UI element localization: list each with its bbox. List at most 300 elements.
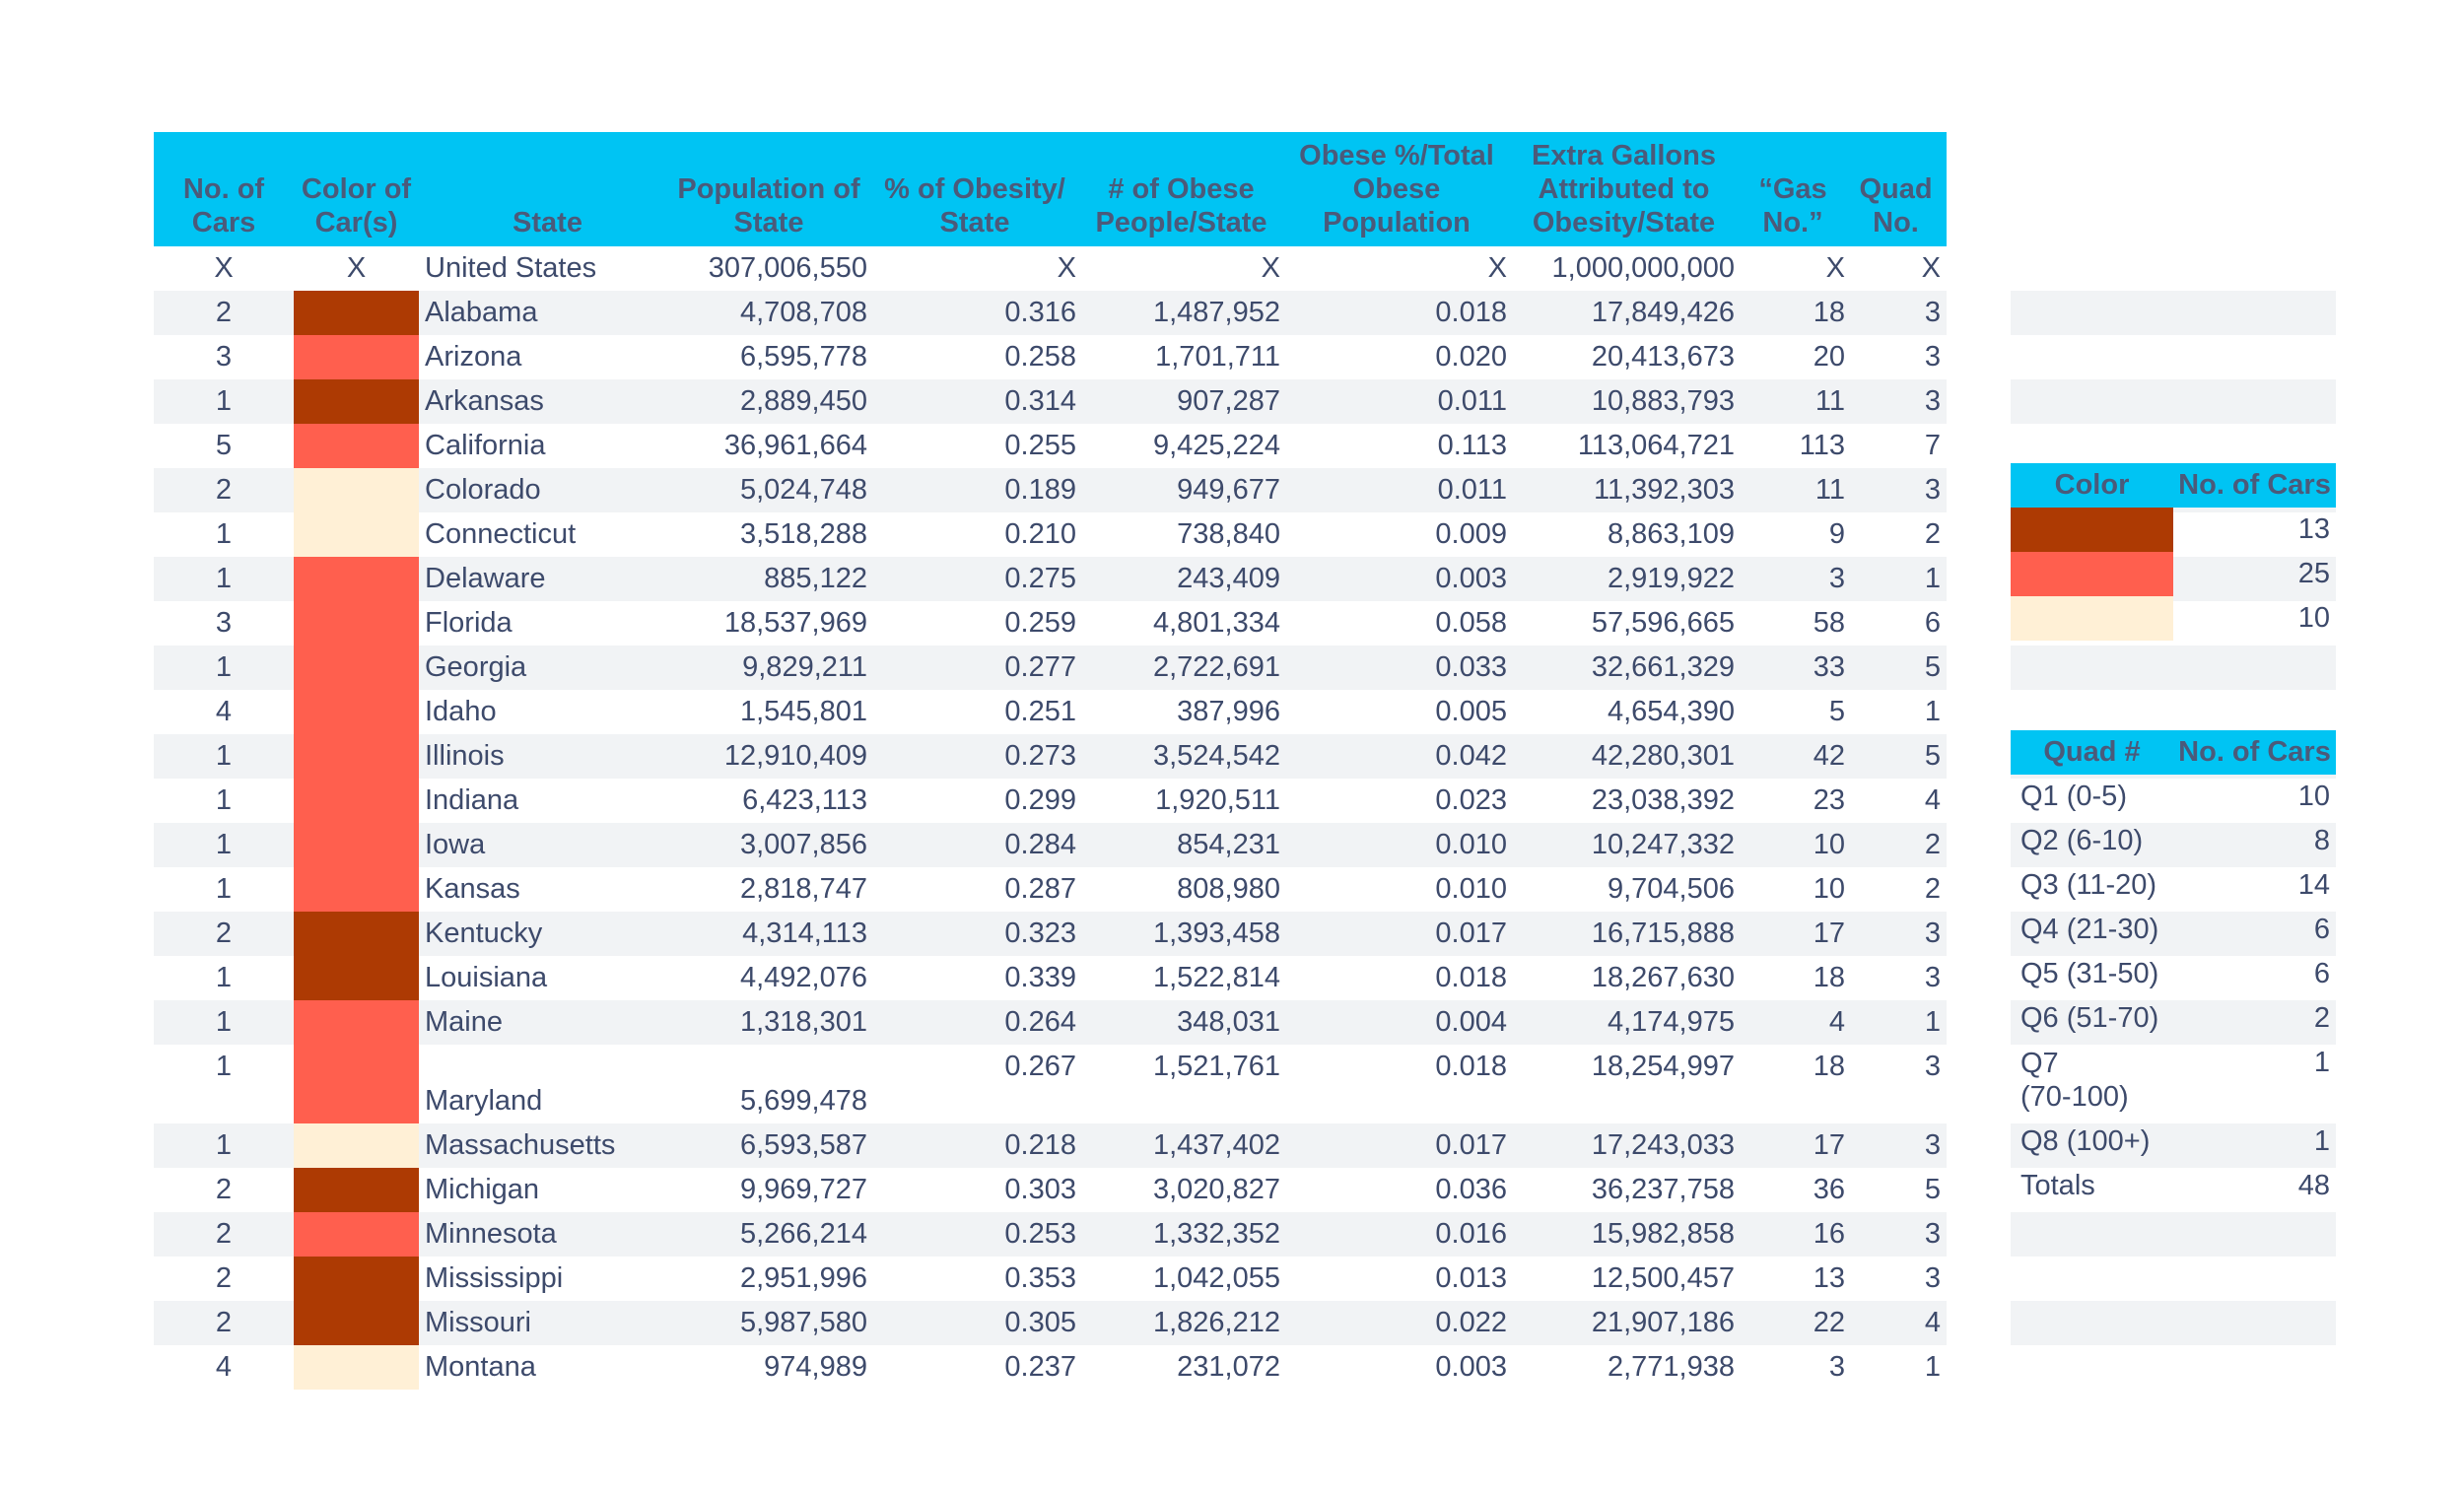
obese-share-cell: 0.020 bbox=[1435, 341, 1507, 373]
state-cell: Kansas bbox=[425, 873, 520, 905]
header-obese-people: # of Obese People/State bbox=[1095, 173, 1267, 238]
obese-people-cell: 1,521,761 bbox=[1152, 1051, 1280, 1082]
header-population: Population of State bbox=[677, 173, 860, 238]
state-cell: Alabama bbox=[425, 297, 538, 328]
state-cell: Indiana bbox=[425, 784, 519, 816]
obese-share-cell: 0.017 bbox=[1435, 918, 1507, 949]
quad-label: Q7 (70-100) bbox=[2020, 1048, 2129, 1113]
population-cell: 5,987,580 bbox=[739, 1307, 867, 1338]
color-swatch bbox=[2011, 552, 2173, 596]
population-cell: 12,910,409 bbox=[723, 740, 867, 772]
quad-count: 14 bbox=[2297, 869, 2330, 901]
quad-no-cell: 3 bbox=[1924, 341, 1941, 373]
extra-gallons-cell: 2,771,938 bbox=[1607, 1351, 1735, 1383]
population-cell: 6,423,113 bbox=[742, 784, 867, 816]
color-swatch bbox=[294, 1045, 419, 1123]
table-row bbox=[154, 379, 1947, 424]
color-swatch bbox=[294, 424, 419, 468]
population-cell: 1,318,301 bbox=[739, 1006, 867, 1038]
quad-count: 48 bbox=[2297, 1170, 2330, 1201]
pct-obesity-cell: 0.267 bbox=[1004, 1051, 1076, 1082]
population-cell: 1,545,801 bbox=[739, 696, 867, 727]
population-cell: 5,024,748 bbox=[739, 474, 867, 506]
extra-gallons-cell: 57,596,665 bbox=[1591, 607, 1735, 639]
state-cell: Missouri bbox=[425, 1307, 531, 1338]
obese-share-cell: 0.022 bbox=[1435, 1307, 1507, 1338]
gas-no-cell: 33 bbox=[1813, 651, 1845, 683]
state-cell: Minnesota bbox=[425, 1218, 557, 1250]
population-cell: 9,969,727 bbox=[739, 1174, 867, 1205]
obese-people-cell: 949,677 bbox=[1177, 474, 1280, 506]
obese-people-cell: X bbox=[1261, 252, 1280, 284]
obese-share-cell: 0.011 bbox=[1437, 474, 1507, 506]
quad-label: Q5 (31-50) bbox=[2020, 958, 2159, 989]
population-cell: 2,889,450 bbox=[739, 385, 867, 417]
extra-gallons-cell: 23,038,392 bbox=[1591, 784, 1735, 816]
pct-obesity-cell: 0.275 bbox=[1004, 563, 1076, 594]
obese-people-cell: 907,287 bbox=[1177, 385, 1280, 417]
state-cell: Arkansas bbox=[425, 385, 544, 417]
quad-label: Q6 (51-70) bbox=[2020, 1002, 2159, 1034]
cars-cell: 1 bbox=[215, 740, 233, 772]
extra-gallons-cell: 4,654,390 bbox=[1607, 696, 1735, 727]
header-quad: Quad # bbox=[2043, 736, 2141, 768]
quad-count: 1 bbox=[2313, 1047, 2330, 1078]
quad-no-cell: 2 bbox=[1924, 873, 1941, 905]
state-cell: Michigan bbox=[425, 1174, 540, 1205]
color-summary-row bbox=[2011, 552, 2336, 596]
state-cell: Idaho bbox=[425, 696, 497, 727]
obese-share-cell: 0.009 bbox=[1435, 518, 1507, 550]
table-row bbox=[154, 335, 1947, 379]
quad-no-cell: 3 bbox=[1924, 297, 1941, 328]
obese-people-cell: 3,524,542 bbox=[1152, 740, 1280, 772]
cars-cell: 1 bbox=[215, 563, 233, 594]
obese-people-cell: 854,231 bbox=[1177, 829, 1280, 860]
obese-share-cell: 0.011 bbox=[1437, 385, 1507, 417]
table-row bbox=[154, 424, 1947, 468]
table-row bbox=[154, 1212, 1947, 1257]
gas-no-cell: 18 bbox=[1813, 962, 1845, 993]
color-swatch bbox=[294, 601, 419, 646]
pct-obesity-cell: 0.277 bbox=[1004, 651, 1076, 683]
obese-share-cell: 0.005 bbox=[1435, 696, 1507, 727]
color-count: 25 bbox=[2297, 558, 2330, 589]
quad-count: 2 bbox=[2313, 1002, 2330, 1034]
side-zebra-strip bbox=[2011, 1301, 2336, 1345]
quad-no-cell: 3 bbox=[1924, 1051, 1941, 1082]
extra-gallons-cell: 10,883,793 bbox=[1591, 385, 1735, 417]
state-cell: Delaware bbox=[425, 563, 546, 594]
obese-people-cell: 1,332,352 bbox=[1152, 1218, 1280, 1250]
state-cell: Kentucky bbox=[425, 918, 543, 949]
state-cell: Maine bbox=[425, 1006, 503, 1038]
gas-no-cell: 11 bbox=[1814, 474, 1845, 506]
quad-no-cell: 3 bbox=[1924, 474, 1941, 506]
side-zebra-strip bbox=[2011, 646, 2336, 690]
color-swatch bbox=[294, 690, 419, 734]
quad-summary-row bbox=[2011, 952, 2336, 996]
extra-gallons-cell: 32,661,329 bbox=[1591, 651, 1735, 683]
header-no-of-cars: No. of Cars bbox=[182, 173, 265, 238]
extra-gallons-cell: 21,907,186 bbox=[1591, 1307, 1735, 1338]
extra-gallons-cell: 15,982,858 bbox=[1591, 1218, 1735, 1250]
gas-no-cell: 22 bbox=[1813, 1307, 1845, 1338]
cars-cell: 2 bbox=[215, 1218, 233, 1250]
header-color: Color bbox=[2054, 469, 2130, 501]
quad-summary-row bbox=[2011, 908, 2336, 952]
main-table bbox=[154, 132, 1947, 1390]
color-swatch bbox=[294, 823, 419, 867]
color-swatch bbox=[294, 291, 419, 335]
side-zebra-strip bbox=[2011, 379, 2336, 424]
extra-gallons-cell: 20,413,673 bbox=[1591, 341, 1735, 373]
obese-people-cell: 1,042,055 bbox=[1152, 1262, 1280, 1294]
population-cell: 18,537,969 bbox=[723, 607, 867, 639]
color-swatch bbox=[294, 867, 419, 912]
obese-people-cell: 231,072 bbox=[1177, 1351, 1280, 1383]
color-swatch bbox=[294, 646, 419, 690]
obese-share-cell: 0.023 bbox=[1435, 784, 1507, 816]
obese-share-cell: 0.003 bbox=[1435, 1351, 1507, 1383]
population-cell: 4,708,708 bbox=[739, 297, 867, 328]
gas-no-cell: 11 bbox=[1814, 385, 1845, 417]
gas-no-cell: 113 bbox=[1799, 430, 1845, 461]
gas-no-cell: 4 bbox=[1828, 1006, 1845, 1038]
state-cell: Florida bbox=[425, 607, 513, 639]
quad-no-cell: 5 bbox=[1924, 740, 1941, 772]
obese-people-cell: 1,437,402 bbox=[1152, 1129, 1280, 1161]
population-cell: 2,818,747 bbox=[739, 873, 867, 905]
population-cell: 4,314,113 bbox=[742, 918, 867, 949]
obese-share-cell: 0.058 bbox=[1435, 607, 1507, 639]
color-swatch bbox=[294, 1000, 419, 1045]
state-cell: United States bbox=[425, 252, 597, 284]
color-swatch bbox=[2011, 508, 2173, 552]
obese-people-cell: 4,801,334 bbox=[1152, 607, 1280, 639]
table-row bbox=[154, 956, 1947, 1000]
table-row bbox=[154, 646, 1947, 690]
obese-share-cell: 0.017 bbox=[1435, 1129, 1507, 1161]
obese-people-cell: 1,826,212 bbox=[1152, 1307, 1280, 1338]
quad-no-cell: 5 bbox=[1924, 651, 1941, 683]
quad-no-cell: 4 bbox=[1924, 1307, 1941, 1338]
header-pct-obesity: % of Obesity/ State bbox=[884, 173, 1065, 238]
main-table-body bbox=[154, 246, 1947, 1390]
quad-no-cell: 1 bbox=[1924, 1006, 1941, 1038]
quad-summary-row bbox=[2011, 1120, 2336, 1164]
quad-summary-row bbox=[2011, 996, 2336, 1041]
table-row bbox=[154, 1257, 1947, 1301]
pct-obesity-cell: 0.339 bbox=[1004, 962, 1076, 993]
extra-gallons-cell: 4,174,975 bbox=[1607, 1006, 1735, 1038]
pct-obesity-cell: 0.284 bbox=[1004, 829, 1076, 860]
gas-no-cell: 10 bbox=[1813, 829, 1845, 860]
obese-share-cell: 0.036 bbox=[1435, 1174, 1507, 1205]
obese-share-cell: 0.016 bbox=[1435, 1218, 1507, 1250]
gas-no-cell: 18 bbox=[1813, 297, 1845, 328]
quad-label: Totals bbox=[2020, 1170, 2095, 1201]
cars-cell: 2 bbox=[215, 297, 233, 328]
population-cell: 36,961,664 bbox=[723, 430, 867, 461]
pct-obesity-cell: 0.303 bbox=[1004, 1174, 1076, 1205]
quad-no-cell: 1 bbox=[1924, 696, 1941, 727]
obese-share-cell: 0.042 bbox=[1435, 740, 1507, 772]
quad-summary-table bbox=[2011, 730, 2336, 1208]
quad-summary-body bbox=[2011, 775, 2336, 1208]
quad-no-cell: 3 bbox=[1924, 962, 1941, 993]
quad-summary-row bbox=[2011, 1164, 2336, 1208]
table-row bbox=[154, 1000, 1947, 1045]
quad-count: 8 bbox=[2313, 825, 2330, 856]
gas-no-cell: 23 bbox=[1813, 784, 1845, 816]
obese-people-cell: 243,409 bbox=[1177, 563, 1280, 594]
state-cell: California bbox=[425, 430, 546, 461]
pct-obesity-cell: 0.299 bbox=[1004, 784, 1076, 816]
quad-no-cell: 5 bbox=[1924, 1174, 1941, 1205]
table-row bbox=[154, 690, 1947, 734]
quad-label: Q4 (21-30) bbox=[2020, 914, 2159, 945]
state-cell: Colorado bbox=[425, 474, 541, 506]
population-cell: 6,595,778 bbox=[739, 341, 867, 373]
state-cell: Mississippi bbox=[425, 1262, 564, 1294]
header-quad-no: Quad No. bbox=[1859, 173, 1933, 238]
pct-obesity-cell: 0.189 bbox=[1004, 474, 1076, 506]
cars-cell: 5 bbox=[215, 430, 233, 461]
color-swatch: X bbox=[346, 252, 367, 284]
population-cell: 3,518,288 bbox=[739, 518, 867, 550]
gas-no-cell: 13 bbox=[1813, 1262, 1845, 1294]
quad-count: 6 bbox=[2313, 958, 2330, 989]
obese-share-cell: 0.010 bbox=[1435, 829, 1507, 860]
color-swatch bbox=[294, 956, 419, 1000]
table-row bbox=[154, 468, 1947, 512]
pct-obesity-cell: 0.287 bbox=[1004, 873, 1076, 905]
population-cell: 3,007,856 bbox=[739, 829, 867, 860]
quad-count: 1 bbox=[2313, 1125, 2330, 1157]
header-extra-gallons: Extra Gallons Attributed to Obesity/State bbox=[1532, 140, 1716, 238]
obese-people-cell: 1,522,814 bbox=[1152, 962, 1280, 993]
table-row bbox=[154, 912, 1947, 956]
extra-gallons-cell: 11,392,303 bbox=[1594, 474, 1735, 506]
obese-people-cell: 387,996 bbox=[1177, 696, 1280, 727]
quad-label: Q8 (100+) bbox=[2020, 1125, 2151, 1157]
extra-gallons-cell: 2,919,922 bbox=[1607, 563, 1735, 594]
quad-no-cell: 3 bbox=[1924, 385, 1941, 417]
obese-people-cell: 9,425,224 bbox=[1152, 430, 1280, 461]
obese-share-cell: 0.004 bbox=[1435, 1006, 1507, 1038]
population-cell: 885,122 bbox=[764, 563, 867, 594]
color-swatch bbox=[294, 335, 419, 379]
extra-gallons-cell: 36,237,758 bbox=[1591, 1174, 1735, 1205]
color-swatch bbox=[294, 557, 419, 601]
gas-no-cell: X bbox=[1825, 252, 1845, 284]
pct-obesity-cell: 0.255 bbox=[1004, 430, 1076, 461]
table-row bbox=[154, 823, 1947, 867]
extra-gallons-cell: 18,267,630 bbox=[1591, 962, 1735, 993]
gas-no-cell: 17 bbox=[1813, 918, 1845, 949]
color-swatch bbox=[294, 379, 419, 424]
gas-no-cell: 9 bbox=[1828, 518, 1845, 550]
pct-obesity-cell: 0.264 bbox=[1004, 1006, 1076, 1038]
cars-cell: 2 bbox=[215, 474, 233, 506]
table-row bbox=[154, 557, 1947, 601]
population-cell: 974,989 bbox=[764, 1351, 867, 1383]
state-cell: Louisiana bbox=[425, 962, 548, 993]
color-swatch bbox=[294, 1123, 419, 1168]
state-cell: Montana bbox=[425, 1351, 536, 1383]
extra-gallons-cell: 1,000,000,000 bbox=[1551, 252, 1735, 284]
quad-no-cell: 3 bbox=[1924, 918, 1941, 949]
extra-gallons-cell: 16,715,888 bbox=[1591, 918, 1735, 949]
table-row bbox=[154, 734, 1947, 779]
state-cell: Iowa bbox=[425, 829, 486, 860]
pct-obesity-cell: 0.323 bbox=[1004, 918, 1076, 949]
cars-cell: 1 bbox=[215, 829, 233, 860]
quad-no-cell: 1 bbox=[1924, 1351, 1941, 1383]
side-zebra-strip bbox=[2011, 291, 2336, 335]
color-swatch bbox=[294, 1301, 419, 1345]
pct-obesity-cell: 0.210 bbox=[1004, 518, 1076, 550]
color-swatch bbox=[294, 1168, 419, 1212]
state-cell: Massachusetts bbox=[425, 1129, 616, 1161]
quad-no-cell: 3 bbox=[1924, 1262, 1941, 1294]
population-cell: 5,699,478 bbox=[739, 1085, 867, 1117]
population-cell: 4,492,076 bbox=[739, 962, 867, 993]
pct-obesity-cell: 0.273 bbox=[1004, 740, 1076, 772]
gas-no-cell: 3 bbox=[1828, 563, 1845, 594]
cars-cell: 1 bbox=[215, 385, 233, 417]
pct-obesity-cell: 0.237 bbox=[1004, 1351, 1076, 1383]
cars-cell: 1 bbox=[215, 962, 233, 993]
extra-gallons-cell: 18,254,997 bbox=[1591, 1051, 1735, 1082]
color-swatch bbox=[294, 1345, 419, 1390]
quad-no-cell: 6 bbox=[1924, 607, 1941, 639]
extra-gallons-cell: 12,500,457 bbox=[1591, 1262, 1735, 1294]
cars-cell: 1 bbox=[215, 1051, 233, 1082]
color-swatch bbox=[294, 779, 419, 823]
table-row bbox=[154, 1123, 1947, 1168]
quad-summary-row bbox=[2011, 819, 2336, 863]
cars-cell: 1 bbox=[215, 518, 233, 550]
quad-summary-row bbox=[2011, 863, 2336, 908]
pct-obesity-cell: 0.314 bbox=[1004, 385, 1076, 417]
extra-gallons-cell: 10,247,332 bbox=[1591, 829, 1735, 860]
color-summary-row bbox=[2011, 508, 2336, 552]
obese-people-cell: 738,840 bbox=[1177, 518, 1280, 550]
cars-cell: 1 bbox=[215, 784, 233, 816]
gas-no-cell: 36 bbox=[1813, 1174, 1845, 1205]
table-row bbox=[154, 779, 1947, 823]
obese-share-cell: 0.013 bbox=[1435, 1262, 1507, 1294]
cars-cell: X bbox=[214, 252, 234, 284]
extra-gallons-cell: 17,243,033 bbox=[1591, 1129, 1735, 1161]
population-cell: 6,593,587 bbox=[739, 1129, 867, 1161]
cars-cell: 4 bbox=[215, 696, 233, 727]
table-row bbox=[154, 246, 1947, 291]
pct-obesity-cell: 0.253 bbox=[1004, 1218, 1076, 1250]
quad-count: 10 bbox=[2297, 781, 2330, 812]
quad-no-cell: 3 bbox=[1924, 1129, 1941, 1161]
obese-people-cell: 1,487,952 bbox=[1152, 297, 1280, 328]
pct-obesity-cell: 0.305 bbox=[1004, 1307, 1076, 1338]
header-state: State bbox=[513, 207, 582, 238]
header-obese-share: Obese %/Total Obese Population bbox=[1299, 140, 1494, 238]
table-row bbox=[154, 1168, 1947, 1212]
quad-summary-row bbox=[2011, 775, 2336, 819]
obese-share-cell: 0.113 bbox=[1437, 430, 1507, 461]
obese-people-cell: 808,980 bbox=[1177, 873, 1280, 905]
table-row bbox=[154, 1301, 1947, 1345]
pct-obesity-cell: 0.251 bbox=[1004, 696, 1076, 727]
pct-obesity-cell: 0.316 bbox=[1004, 297, 1076, 328]
cars-cell: 1 bbox=[215, 651, 233, 683]
pct-obesity-cell: 0.259 bbox=[1004, 607, 1076, 639]
cars-cell: 1 bbox=[215, 873, 233, 905]
color-swatch bbox=[294, 468, 419, 512]
color-summary-row bbox=[2011, 596, 2336, 641]
color-count: 10 bbox=[2297, 602, 2330, 634]
quad-label: Q2 (6-10) bbox=[2020, 825, 2144, 856]
obese-people-cell: 1,920,511 bbox=[1155, 784, 1280, 816]
cars-cell: 2 bbox=[215, 1307, 233, 1338]
color-swatch bbox=[294, 912, 419, 956]
color-summary-header bbox=[2011, 463, 2336, 508]
pct-obesity-cell: X bbox=[1057, 252, 1076, 284]
color-summary-table bbox=[2011, 463, 2336, 641]
gas-no-cell: 3 bbox=[1828, 1351, 1845, 1383]
header-color-of-cars: Color of Car(s) bbox=[301, 173, 412, 238]
obese-people-cell: 2,722,691 bbox=[1152, 651, 1280, 683]
gas-no-cell: 20 bbox=[1813, 341, 1845, 373]
extra-gallons-cell: 9,704,506 bbox=[1607, 873, 1735, 905]
quad-no-cell: 2 bbox=[1924, 829, 1941, 860]
table-row bbox=[154, 512, 1947, 557]
color-swatch bbox=[294, 1212, 419, 1257]
gas-no-cell: 17 bbox=[1813, 1129, 1845, 1161]
cars-cell: 3 bbox=[215, 607, 233, 639]
state-cell: Georgia bbox=[425, 651, 527, 683]
table-row bbox=[154, 291, 1947, 335]
header-gas-no: “Gas No.” bbox=[1758, 173, 1827, 238]
obese-share-cell: 0.033 bbox=[1435, 651, 1507, 683]
gas-no-cell: 5 bbox=[1828, 696, 1845, 727]
population-cell: 9,829,211 bbox=[742, 651, 867, 683]
state-cell: Arizona bbox=[425, 341, 522, 373]
cars-cell: 2 bbox=[215, 918, 233, 949]
quad-summary-row bbox=[2011, 1041, 2336, 1120]
cars-cell: 1 bbox=[215, 1129, 233, 1161]
color-swatch bbox=[294, 512, 419, 557]
gas-no-cell: 10 bbox=[1813, 873, 1845, 905]
side-zebra-strip bbox=[2011, 1212, 2336, 1257]
obese-people-cell: 1,701,711 bbox=[1155, 341, 1280, 373]
cars-cell: 2 bbox=[215, 1262, 233, 1294]
color-swatch bbox=[294, 1257, 419, 1301]
quad-no-cell: X bbox=[1921, 252, 1941, 284]
obese-share-cell: 0.003 bbox=[1435, 563, 1507, 594]
gas-no-cell: 16 bbox=[1813, 1218, 1845, 1250]
obese-share-cell: 0.018 bbox=[1435, 297, 1507, 328]
color-swatch bbox=[294, 734, 419, 779]
state-cell: Connecticut bbox=[425, 518, 577, 550]
obese-share-cell: 0.018 bbox=[1435, 962, 1507, 993]
quad-no-cell: 3 bbox=[1924, 1218, 1941, 1250]
extra-gallons-cell: 17,849,426 bbox=[1591, 297, 1735, 328]
table-row bbox=[154, 1345, 1947, 1390]
header-quad-cars: No. of Cars bbox=[2178, 736, 2331, 768]
obese-share-cell: X bbox=[1487, 252, 1507, 284]
